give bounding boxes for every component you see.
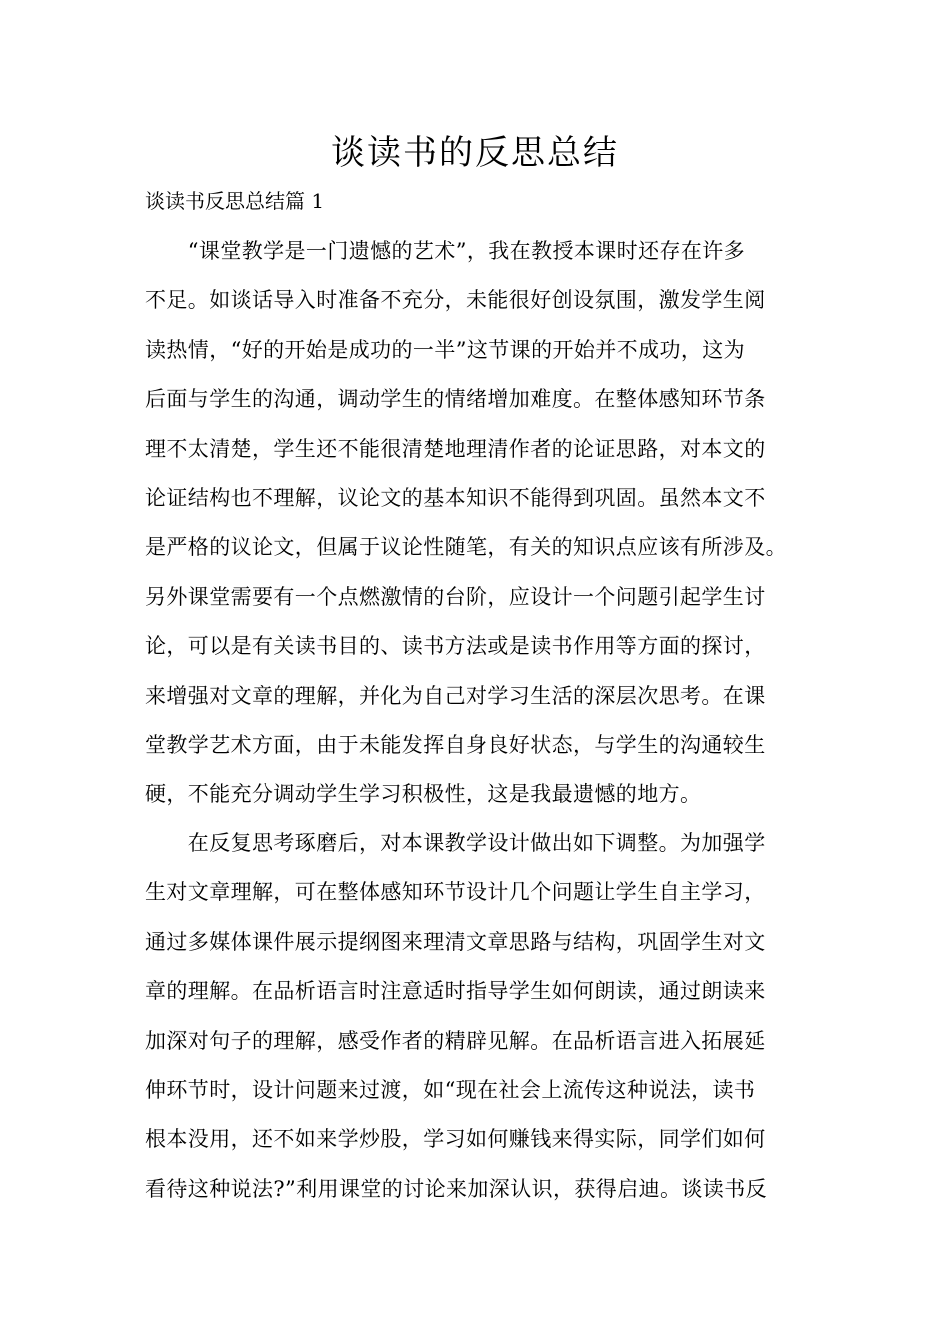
document-title: 谈读书的反思总结 <box>331 133 619 173</box>
section-heading: 谈读书反思总结篇 1 <box>145 189 325 213</box>
paragraph-line: 伸环节时，设计问题来过渡，如“现在社会上流传这种说法，读书 <box>145 1077 756 1102</box>
paragraph-line: 生对文章理解，可在整体感知环节设计几个问题让学生自主学习， <box>145 880 766 905</box>
paragraph-line: 根本没用，还不如来学炒股，学习如何赚钱来得实际，同学们如何 <box>145 1127 766 1152</box>
paragraph-line: 论，可以是有关读书目的、读书方法或是读书作用等方面的探讨， <box>145 634 766 659</box>
paragraph-2 <box>145 826 825 1221</box>
paragraph-line: 硬，不能充分调动学生学习积极性，这是我最遗憾的地方。 <box>145 782 702 807</box>
paragraph-line: 后面与学生的沟通，调动学生的情绪增加难度。在整体感知环节条 <box>145 387 766 412</box>
paragraph-line: 论证结构也不理解，议论文的基本知识不能得到巩固。虽然本文不 <box>145 485 766 510</box>
paragraph-line: 不足。如谈话导入时准备不充分，未能很好创设氛围，激发学生阅 <box>145 288 766 313</box>
paragraph-line: 读热情，“好的开始是成功的一半”这节课的开始并不成功，这为 <box>145 337 746 362</box>
paragraph-line: 是严格的议论文，但属于议论性随笔，有关的知识点应该有所涉及。 <box>145 535 787 560</box>
paragraph-line: 来增强对文章的理解，并化为自己对学习生活的深层次思考。在课 <box>145 683 766 708</box>
paragraph-line: 看待这种说法?”利用课堂的讨论来加深认识，获得启迪。谈读书反 <box>145 1176 767 1201</box>
paragraph-1 <box>145 234 825 827</box>
paragraph-line: “课堂教学是一门遗憾的艺术”，我在教授本课时还存在许多 <box>145 239 746 263</box>
paragraph-line: 另外课堂需要有一个点燃激情的台阶，应设计一个问题引起学生讨 <box>145 584 766 609</box>
paragraph-line: 章的理解。在品析语言时注意适时指导学生如何朗读，通过朗读来 <box>145 979 766 1004</box>
paragraph-line: 通过多媒体课件展示提纲图来理清文章思路与结构，巩固学生对文 <box>145 929 766 954</box>
paragraph-line: 理不太清楚，学生还不能很清楚地理清作者的论证思路，对本文的 <box>145 436 766 461</box>
paragraph-line: 堂教学艺术方面，由于未能发挥自身良好状态，与学生的沟通较生 <box>145 732 766 757</box>
paragraph-line: 在反复思考琢磨后，对本课教学设计做出如下调整。为加强学 <box>145 831 766 855</box>
paragraph-line: 加深对句子的理解，感受作者的精辟见解。在品析语言进入拓展延 <box>145 1028 766 1053</box>
